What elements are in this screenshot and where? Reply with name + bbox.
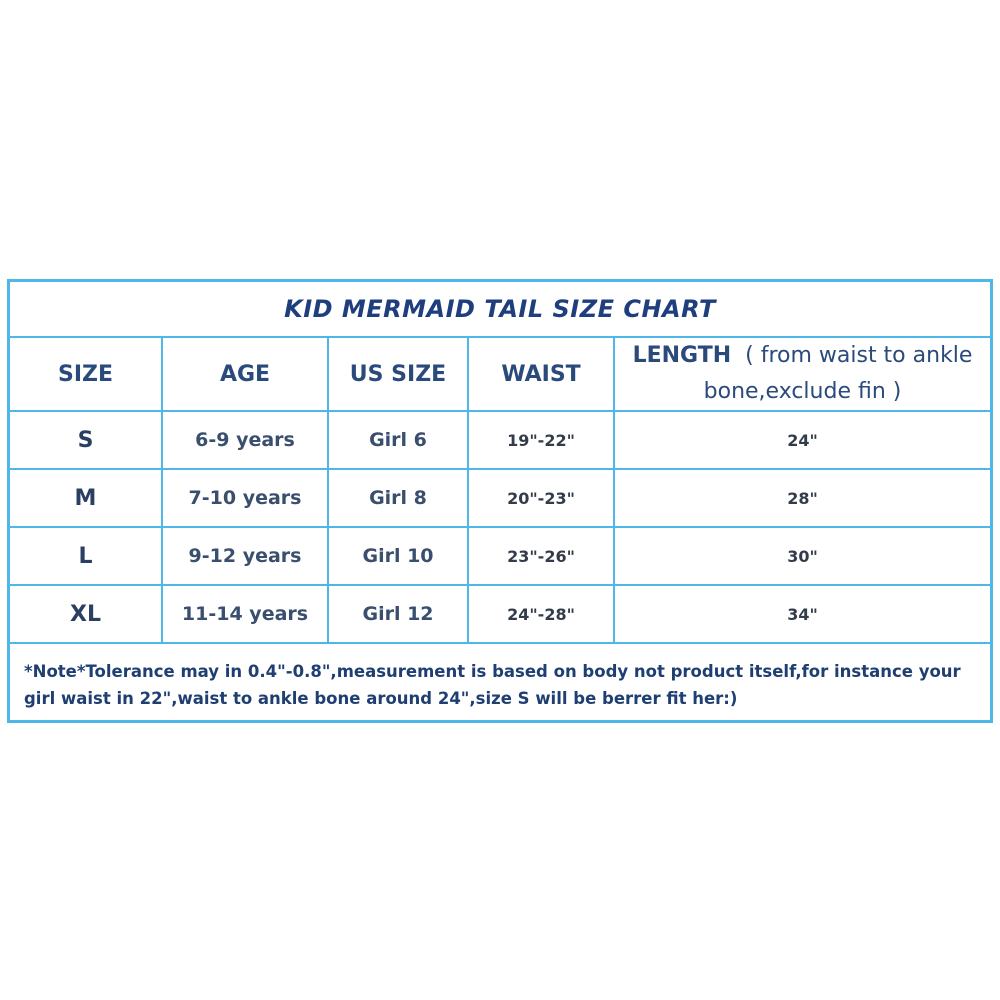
cell-size: XL bbox=[10, 585, 162, 643]
cell-us-size: Girl 8 bbox=[328, 469, 468, 527]
table-row bbox=[10, 411, 990, 469]
header-length-note-1: ( from waist to ankle bbox=[745, 343, 973, 368]
cell-us-size: Girl 12 bbox=[328, 585, 468, 643]
header-row bbox=[10, 337, 990, 411]
note-row bbox=[10, 643, 990, 742]
size-chart bbox=[7, 279, 993, 723]
header-size: SIZE bbox=[10, 337, 162, 411]
header-waist: WAIST bbox=[468, 337, 614, 411]
table-row bbox=[10, 469, 990, 527]
header-length-label: LENGTH bbox=[632, 343, 732, 368]
cell-age: 7-10 years bbox=[162, 469, 328, 527]
cell-age: 9-12 years bbox=[162, 527, 328, 585]
cell-age: 6-9 years bbox=[162, 411, 328, 469]
table-row bbox=[10, 527, 990, 585]
header-length bbox=[614, 337, 990, 411]
tolerance-note: *Note*Tolerance may in 0.4"-0.8",measurement is based on body not product itself,for instance your girl waist in 22",waist to ankle bone around 24",size S will be berrer fit her:) bbox=[10, 643, 990, 742]
cell-length: 28" bbox=[614, 469, 990, 527]
header-length-note-2: bone,exclude fin ) bbox=[703, 379, 902, 404]
cell-waist: 20"-23" bbox=[468, 469, 614, 527]
chart-title: KID MERMAID TAIL SIZE CHART bbox=[10, 282, 990, 337]
cell-us-size: Girl 10 bbox=[328, 527, 468, 585]
cell-length: 34" bbox=[614, 585, 990, 643]
cell-age: 11-14 years bbox=[162, 585, 328, 643]
cell-length: 30" bbox=[614, 527, 990, 585]
header-us-size: US SIZE bbox=[328, 337, 468, 411]
cell-size: L bbox=[10, 527, 162, 585]
title-row bbox=[10, 282, 990, 337]
header-age: AGE bbox=[162, 337, 328, 411]
cell-size: M bbox=[10, 469, 162, 527]
size-chart-table bbox=[10, 282, 990, 742]
cell-us-size: Girl 6 bbox=[328, 411, 468, 469]
cell-length: 24" bbox=[614, 411, 990, 469]
cell-waist: 24"-28" bbox=[468, 585, 614, 643]
cell-size: S bbox=[10, 411, 162, 469]
cell-waist: 19"-22" bbox=[468, 411, 614, 469]
table-row bbox=[10, 585, 990, 643]
cell-waist: 23"-26" bbox=[468, 527, 614, 585]
